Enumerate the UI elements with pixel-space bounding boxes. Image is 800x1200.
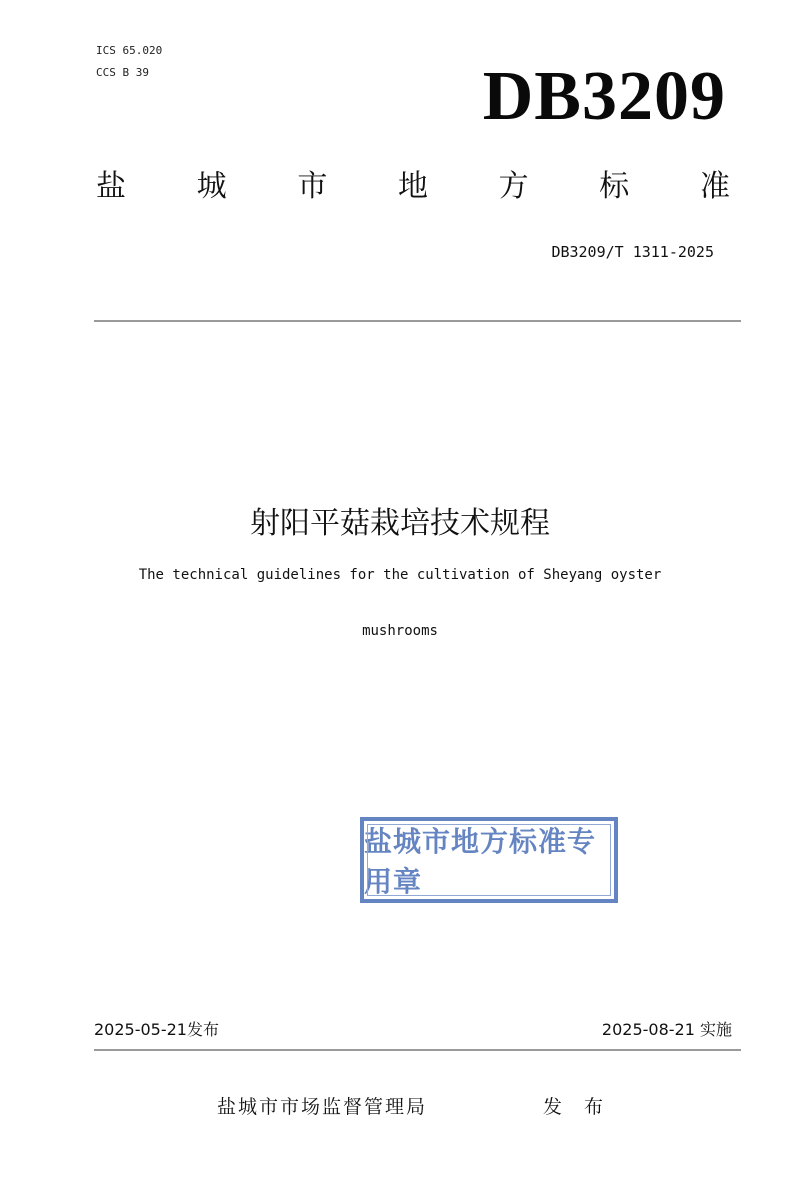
- document-title-english-line1: The technical guidelines for the cultivation of Sheyang oyster: [138, 567, 662, 583]
- seal-text: 盐城市地方标准专用章: [364, 825, 597, 898]
- standard-type-char: 标: [599, 169, 630, 204]
- ics-code: ICS 65.020: [96, 44, 163, 57]
- standard-type-heading: [96, 165, 730, 209]
- standard-type-char: 城: [196, 169, 227, 204]
- publish-label: 发 布: [543, 1096, 612, 1118]
- publish-date: 2025-05-21发布: [94, 1020, 219, 1039]
- standard-type-char: 市: [297, 169, 328, 204]
- standard-type-char: 准: [699, 169, 730, 204]
- document-title-chinese: 射阳平菇栽培技术规程: [250, 506, 550, 541]
- top-divider: [94, 320, 741, 322]
- db-logo: DB3209: [482, 58, 726, 135]
- standard-number: DB3209/T 1311-2025: [551, 243, 714, 261]
- ccs-code: CCS B 39: [96, 66, 149, 79]
- standard-type-char: 方: [498, 169, 529, 204]
- bottom-divider: [94, 1049, 741, 1051]
- seal-inner-border: [367, 824, 611, 896]
- document-title-english-line2: mushrooms: [362, 623, 438, 639]
- standard-type-char: 地: [397, 169, 428, 204]
- classification-codes: [96, 40, 162, 84]
- official-seal-stamp: [360, 817, 618, 903]
- standard-type-char: 盐: [96, 169, 126, 204]
- effective-date: 2025-08-21 实施: [601, 1020, 732, 1039]
- publisher-name: 盐城市市场监督管理局: [217, 1096, 428, 1118]
